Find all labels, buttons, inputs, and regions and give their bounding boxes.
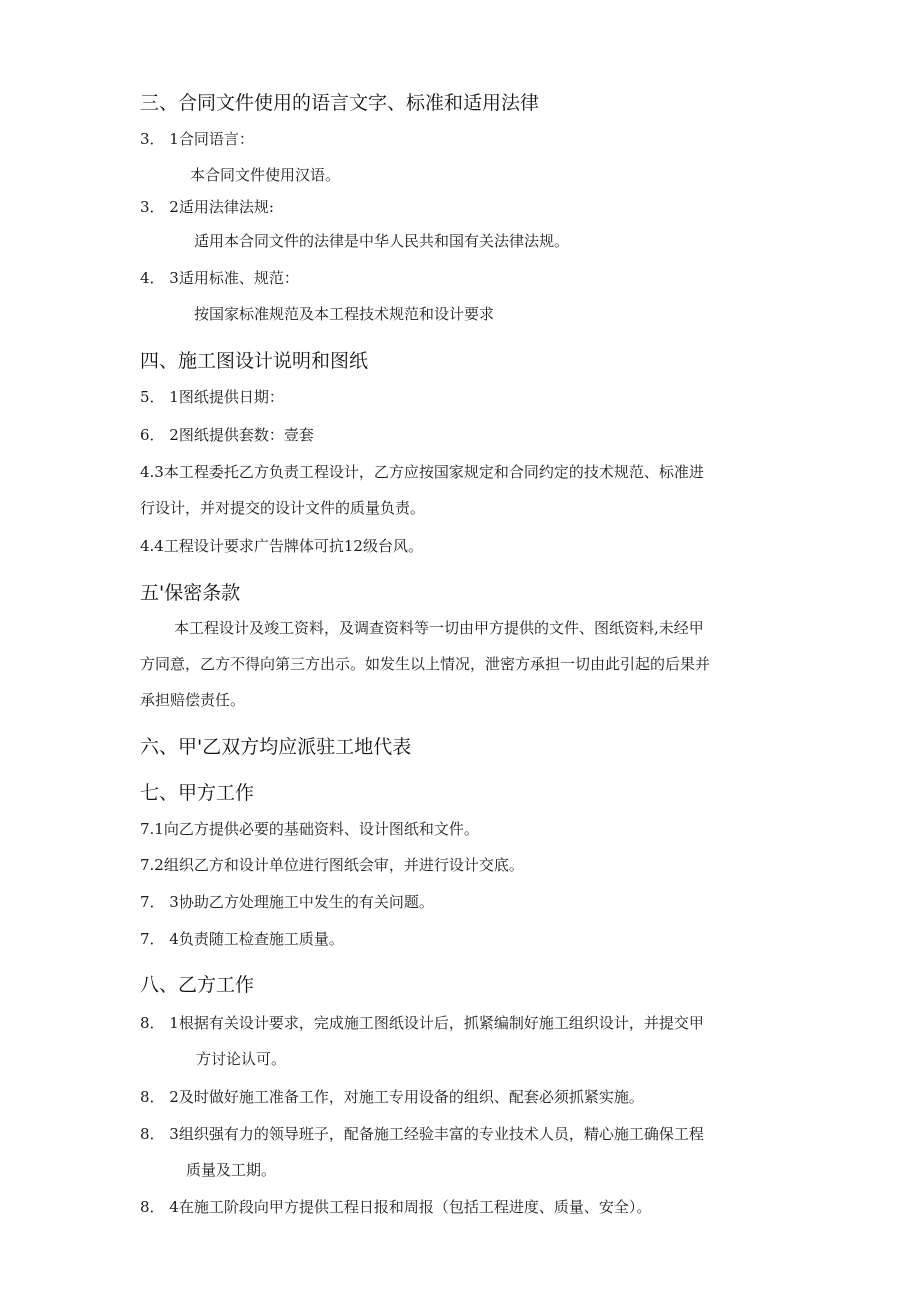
clause-4-3-line2: 行设计，并对提交的设计文件的质量负责。 [140, 499, 426, 517]
clause-7-3: 7． 3协助乙方处理施工中发生的有关问题。 [140, 893, 434, 911]
clause-7-1: 7.1向乙方提供必要的基础资料、设计图纸和文件。 [140, 820, 479, 838]
clause-7-2: 7.2组织乙方和设计单位进行图纸会审，并进行设计交底。 [140, 856, 524, 874]
clause-3-1: 3． 1合同语言： [140, 130, 254, 148]
clause-4-1: 5． 1图纸提供日期： [140, 388, 284, 406]
clause-8-2: 8． 2及时做好施工准备工作，对施工专用设备的组织、配套必须抓紧实施。 [140, 1088, 644, 1106]
clause-8-1-line1: 8． 1根据有关设计要求，完成施工图纸设计后，抓紧编制好施工组织设计，并提交甲 [140, 1014, 704, 1032]
clause-4-2: 6． 2图纸提供套数：壹套 [140, 426, 314, 444]
clause-3-2: 3． 2适用法律法规: [140, 198, 274, 216]
confidentiality-line2: 方同意，乙方不得向第三方出示。如发生以上情况，泄密方承担一切由此引起的后果并 [140, 655, 711, 673]
clause-4-4: 4.4工程设计要求广告牌体可抗12级台风。 [140, 537, 423, 555]
confidentiality-line3: 承担赔偿责任。 [140, 691, 246, 709]
clause-8-3-line2: 质量及工期。 [186, 1161, 277, 1179]
clause-8-4: 8． 4在施工阶段向甲方提供工程日报和周报（包括工程进度、质量、安全）。 [140, 1198, 652, 1216]
clause-7-4: 7． 4负责随工检查施工质量。 [140, 930, 344, 948]
section-8-heading: 八、乙方工作 [140, 974, 255, 996]
clause-3-3-body: 按国家标准规范及本工程技术规范和设计要求 [194, 305, 495, 323]
section-5-heading: 五'保密条款 [140, 582, 241, 604]
clause-8-3-line1: 8． 3组织强有力的领导班子，配备施工经验丰富的专业技术人员，精心施工确保工程 [140, 1125, 704, 1143]
section-3-heading: 三、合同文件使用的语言文字、标准和适用法律 [140, 92, 540, 114]
confidentiality-line1: 本工程设计及竣工资料，及调查资料等一切由甲方提供的文件、图纸资料,未经甲 [174, 619, 704, 637]
clause-8-1-line2: 方讨论认可。 [196, 1050, 287, 1068]
clause-4-3-line1: 4.3本工程委托乙方负责工程设计，乙方应按国家规定和合同约定的技术规范、标准进 [140, 463, 704, 481]
clause-3-2-body: 适用本合同文件的法律是中华人民共和国有关法律法规。 [194, 232, 570, 250]
section-4-heading: 四、施工图设计说明和图纸 [140, 350, 369, 372]
section-7-heading: 七、甲方工作 [140, 782, 255, 804]
clause-3-3: 4． 3适用标准、规范： [140, 269, 299, 287]
clause-3-1-body: 本合同文件使用汉语。 [190, 166, 341, 184]
section-6-heading: 六、甲'乙双方均应派驻工地代表 [140, 736, 412, 758]
